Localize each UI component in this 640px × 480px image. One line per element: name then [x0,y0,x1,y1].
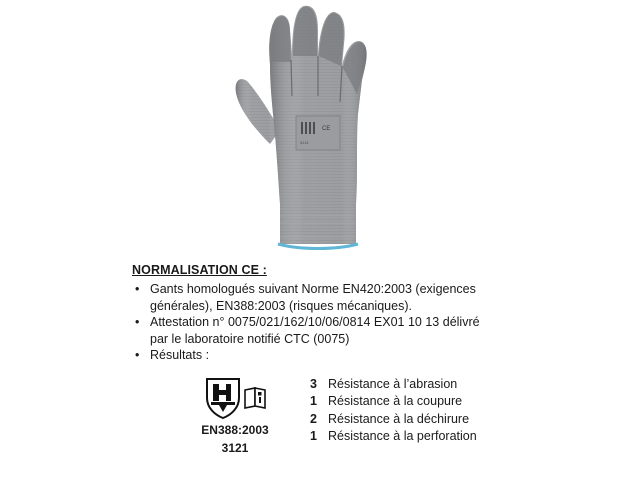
bullet-glyph: • [135,348,140,362]
list-item [132,314,532,347]
result-level: 1 [310,428,317,443]
norm-standard-label: EN388:2003 [201,423,269,437]
normalisation-heading: NORMALISATION CE : [132,263,267,277]
result-row [310,428,477,445]
list-item-line: générales), EN388:2003 (risques mécaniques). [150,298,412,313]
read-instructions-book-icon [245,388,265,408]
result-row [310,376,477,393]
svg-text:CE: CE [322,126,331,132]
results-list [310,376,477,445]
list-item-line: Gants homologués suivant Norme EN420:2003 (exigences [150,282,476,296]
bullet-glyph: • [135,315,140,329]
list-item-line: Attestation n° 0075/021/162/10/06/0814 EX01 10 13 délivré [150,315,480,329]
result-label: Résistance à la déchirure [328,411,470,426]
result-label: Résistance à l’abrasion [328,377,458,391]
result-level: 2 [310,411,317,426]
list-item [132,281,532,314]
result-level: 3 [310,377,317,391]
result-label: Résistance à la coupure [328,394,463,409]
result-row [310,393,477,410]
normalisation-list [132,281,532,364]
result-level: 1 [310,394,317,409]
bullet-glyph: • [135,282,140,296]
en388-pictograms [205,376,267,420]
list-item-line: par le laboratoire notifié CTC (0075) [150,331,350,346]
glove-product-image [230,4,390,254]
result-row [310,411,477,428]
result-label: Résistance à la perforation [328,428,477,443]
list-item [132,347,532,364]
list-item-line: Résultats : [150,348,210,362]
norm-performance-code: 3121 [221,441,249,455]
svg-text:3121: 3121 [300,140,309,145]
mechanical-risk-shield-icon [207,379,239,418]
